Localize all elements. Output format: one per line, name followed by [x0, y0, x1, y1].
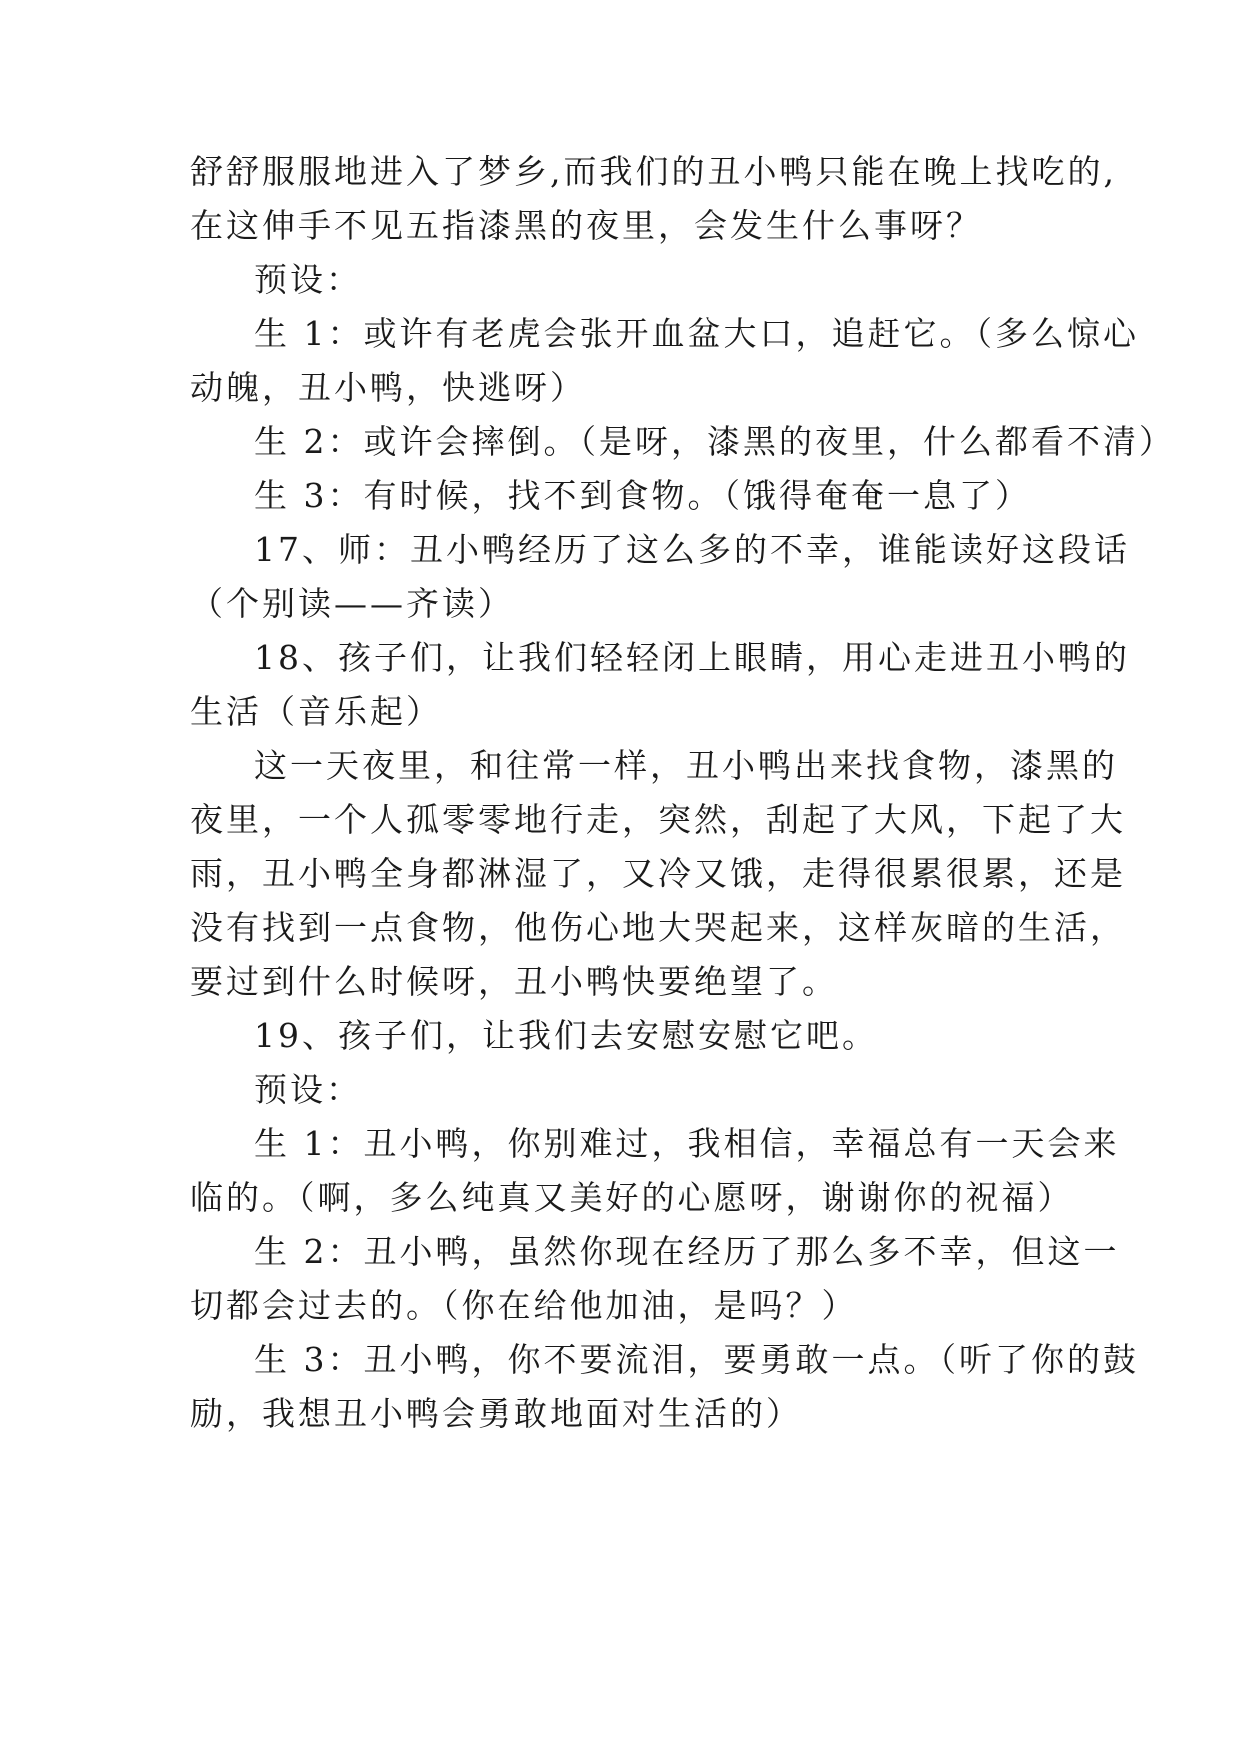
text-line: 生 2：丑小鸭，虽然你现在经历了那么多不幸，但这一	[254, 1232, 1120, 1271]
text-line: 雨，丑小鸭全身都淋湿了，又冷又饿，走得很累很累，还是	[190, 854, 1126, 893]
text-line: 这一天夜里，和往常一样，丑小鸭出来找食物，漆黑的	[254, 746, 1118, 785]
text-line: 要过到什么时候呀，丑小鸭快要绝望了。	[190, 962, 838, 1001]
text-line: 切都会过去的。（你在给他加油，是吗？）	[190, 1286, 858, 1325]
text-line: 预设：	[254, 1070, 362, 1109]
text-line: 临的。（啊，多么纯真又美好的心愿呀，谢谢你的祝福）	[190, 1178, 1074, 1217]
text-line: 生 3：丑小鸭，你不要流泪，要勇敢一点。（听了你的鼓	[254, 1340, 1139, 1379]
text-line: 在这伸手不见五指漆黑的夜里，会发生什么事呀？	[190, 206, 982, 245]
text-line: 励，我想丑小鸭会勇敢地面对生活的）	[190, 1394, 802, 1433]
text-line: 预设：	[254, 260, 362, 299]
text-line: 18、孩子们，让我们轻轻闭上眼睛，用心走进丑小鸭的	[254, 638, 1130, 677]
text-line: 19、孩子们，让我们去安慰安慰它吧。	[254, 1016, 878, 1055]
text-line: 动魄，丑小鸭，快逃呀）	[190, 368, 586, 407]
text-line: 没有找到一点食物，他伤心地大哭起来，这样灰暗的生活，	[190, 908, 1126, 947]
text-line: 生 3：有时候，找不到食物。（饿得奄奄一息了）	[254, 476, 1031, 515]
text-line: 17、师：丑小鸭经历了这么多的不幸，谁能读好这段话	[254, 530, 1130, 569]
text-line: 生 2：或许会摔倒。（是呀，漆黑的夜里，什么都看不清）	[254, 422, 1175, 461]
text-line: 生 1：丑小鸭，你别难过，我相信，幸福总有一天会来	[254, 1124, 1120, 1163]
text-line: 舒舒服服地进入了梦乡,而我们的丑小鸭只能在晚上找吃的,	[190, 152, 1117, 191]
text-line: 生 1：或许有老虎会张开血盆大口，追赶它。（多么惊心	[254, 314, 1139, 353]
text-line: 生活（音乐起）	[190, 692, 442, 731]
text-line: （个别读——齐读）	[190, 584, 514, 623]
text-line: 夜里，一个人孤零零地行走，突然，刮起了大风，下起了大	[190, 800, 1126, 839]
